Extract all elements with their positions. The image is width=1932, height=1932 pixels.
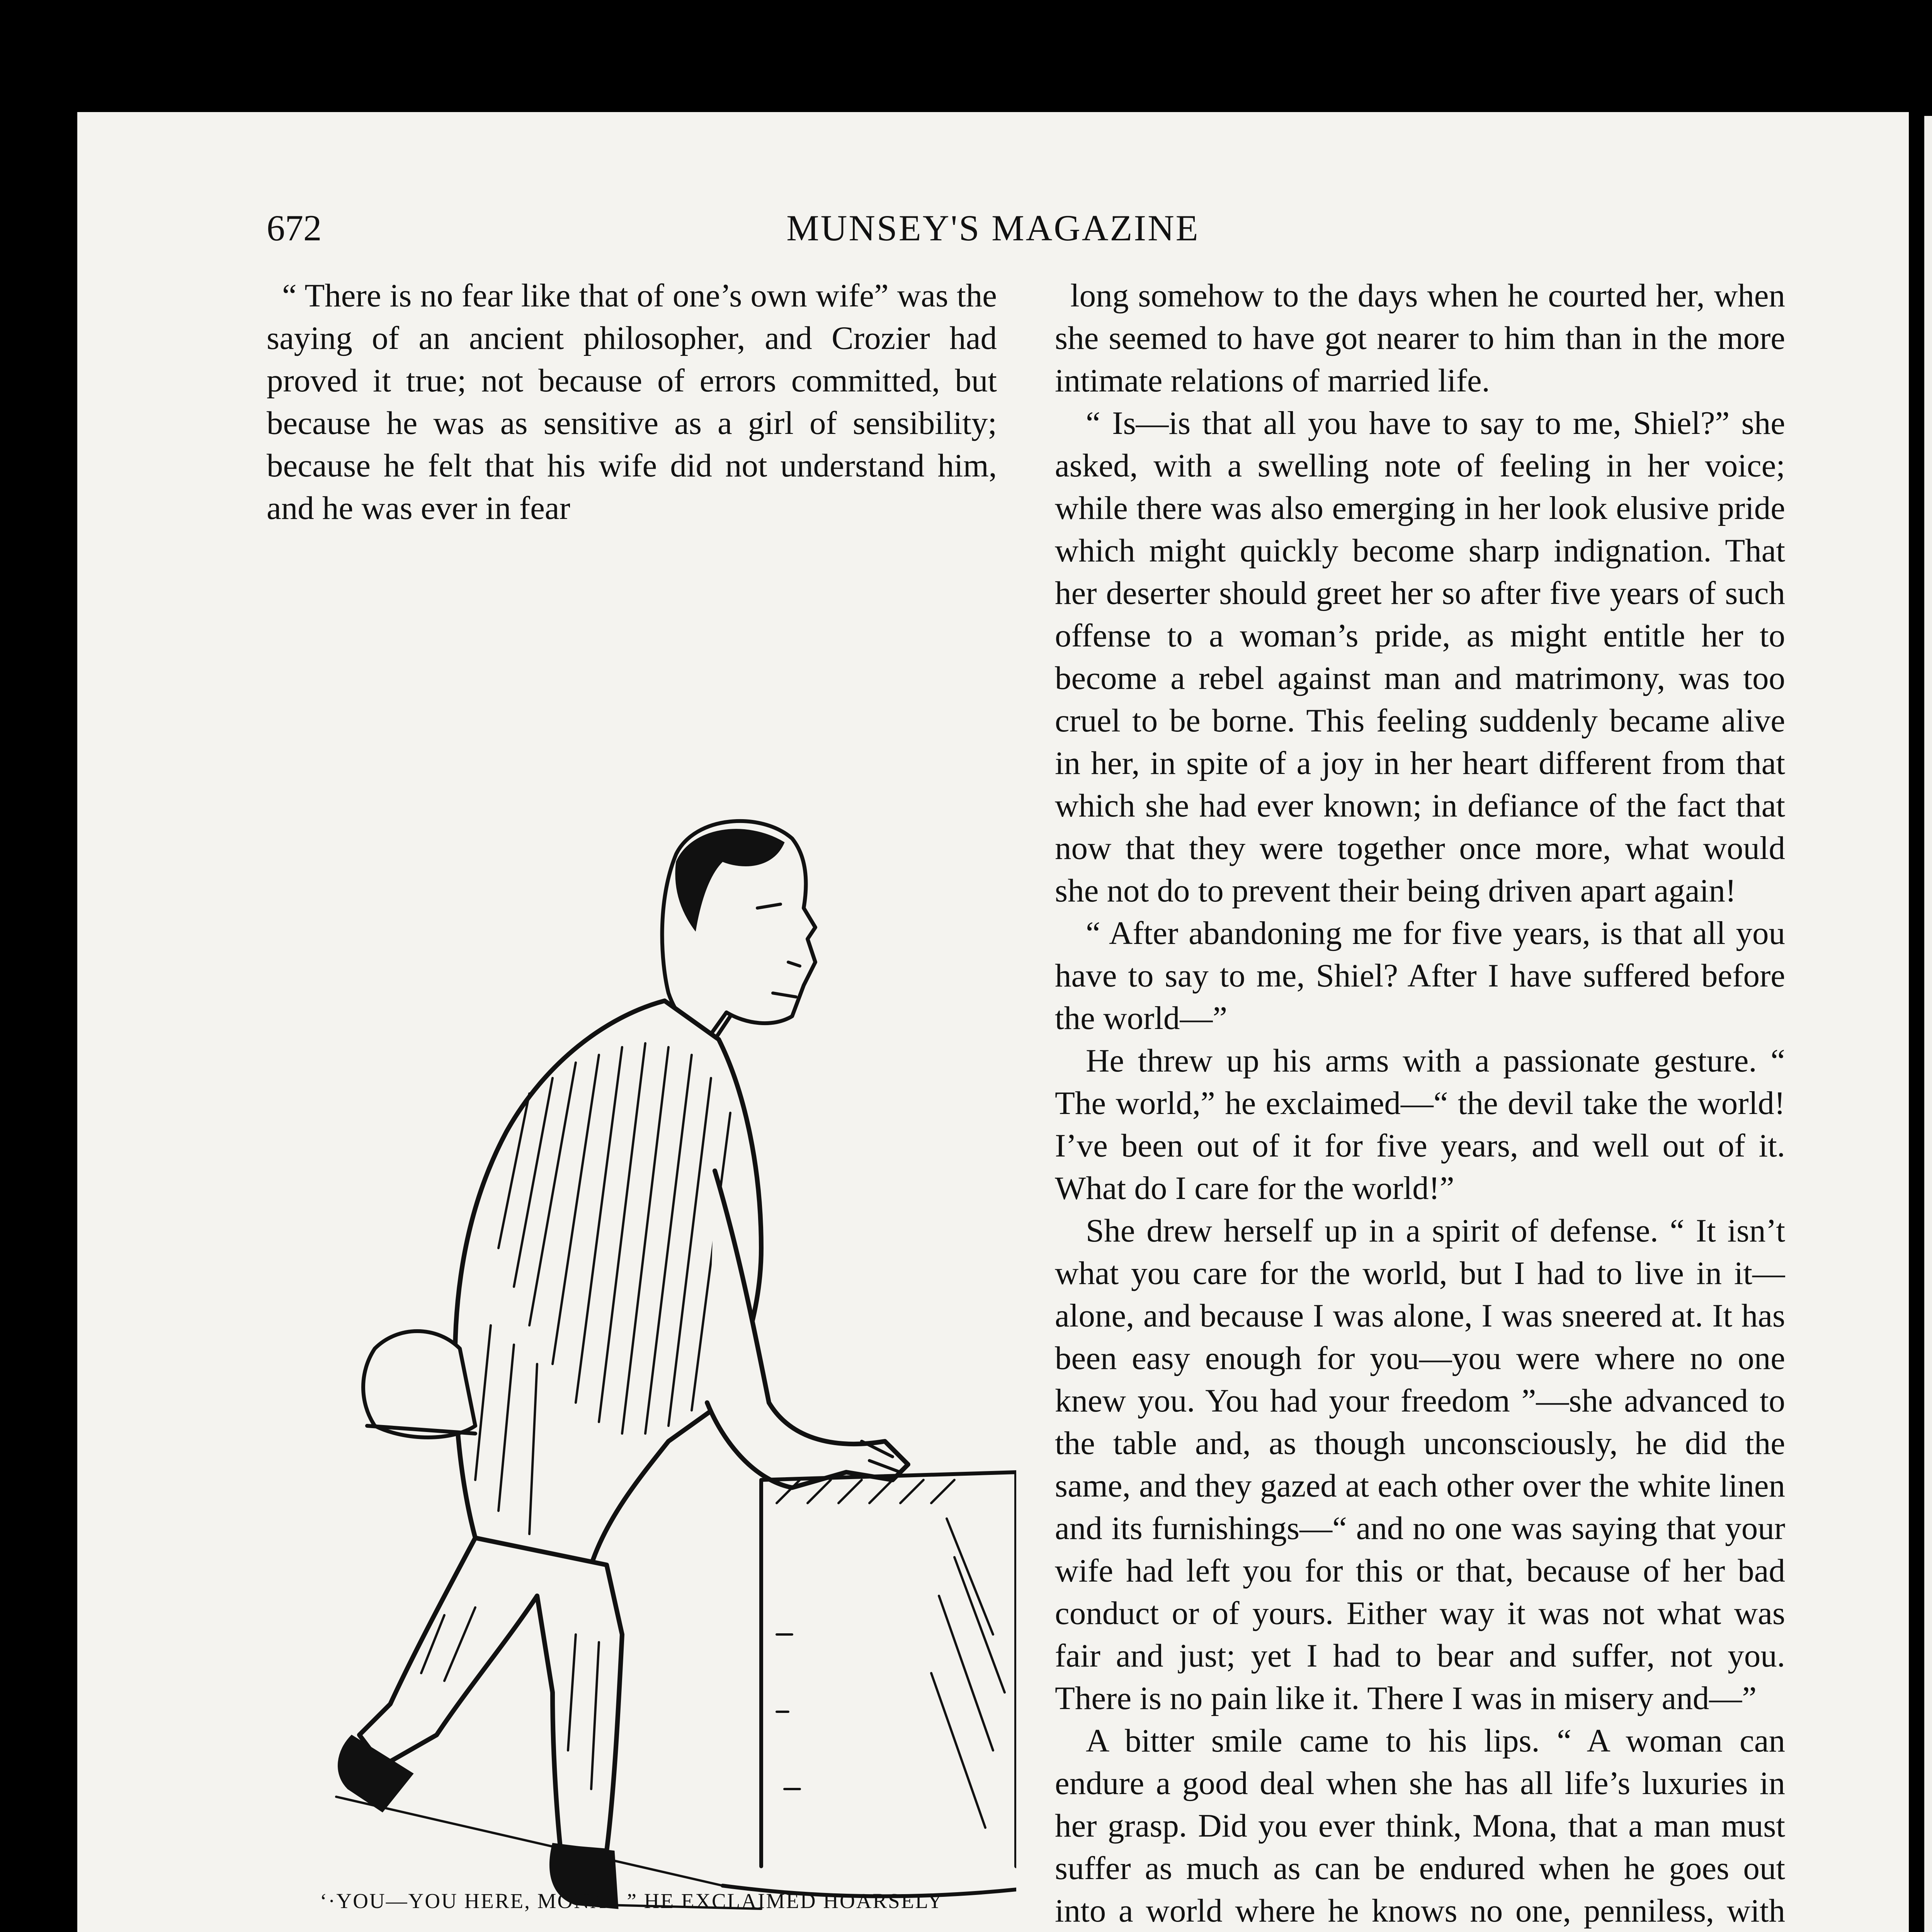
paragraph: “ There is no fear like that of one’s own wife” was the saying of an ancient philosopher, and Crozier had proved it true; not because of errors committed, but because he was as sensitive as a girl of sensibility; because he felt that his wife did not understand him, and he was ever in fear [267, 277, 997, 526]
paragraph: A bitter smile came to his lips. “ A woman can endure a good deal when she has all life’s luxuries in her grasp. Did you ever think, Mona, that a man must suffer as much as can be endured when he goes out into a world where he knows no one, penniless, with [1055, 1723, 1785, 1929]
adjacent-page-edge [1924, 116, 1932, 1932]
illustration-man-at-table [259, 746, 1016, 1932]
paragraph: long somehow to the days when he courted her, when she seemed to have got nearer to him than in the more intimate relations of married life. [1055, 277, 1785, 399]
illustration-caption: ‘·YOU—YOU HERE, MONA ! ” HE EXCLAIMED HOARSELY [320, 1889, 944, 1913]
paragraph: “ Is—is that all you have to say to me, Shiel?” she asked, with a swelling note of feeling in her voice; while there was also emerging in her look elusive pride which might quickly become sharp indignation. That her deserter should greet her so after five years of such offense to a woman’s pride, as might entitle her to become a rebel against man and matrimony, was too cruel to be borne. This feeling suddenly became alive in her, in spite of a joy in her heart different from that which she had ever known; in defiance of the fact that now that they were together once more, what would she not do to prevent their being driven apart again! [1055, 405, 1785, 909]
paragraph: He threw up his arms with a passionate gesture. “ The world,” he exclaimed—“ the devil take the world! I’ve been out of it for five years, and well out of it. What do I care for the world!” [1055, 1043, 1785, 1206]
paragraph: She drew herself up in a spirit of defense. “ It isn’t what you care for the world, but I had to live in it—alone, and because I was alone, I was sneered at. It has been easy enough for you—you were where no one knew you. You had your freedom ”—she advanced to the table and, as though unconsciously, he did the same, and they gazed at each other over the white linen and its furnishings—“ and no one was saying that your wife had left you for this or that, because of her bad conduct or of yours. Either way it was not what was fair and just; yet I had to bear and suffer, not you. There is no pain like it. There I was in misery and—” [1055, 1213, 1785, 1716]
page-header [77, 207, 1909, 253]
paragraph: “ After abandoning me for five years, is that all you have to say to me, Shiel? After I have suffered before the world—” [1055, 915, 1785, 1036]
running-title: MUNSEY'S MAGAZINE [786, 207, 1200, 248]
page-number: 672 [267, 207, 322, 248]
magazine-page [77, 112, 1909, 1932]
left-column-top [267, 274, 997, 753]
right-column [1055, 274, 1785, 1932]
